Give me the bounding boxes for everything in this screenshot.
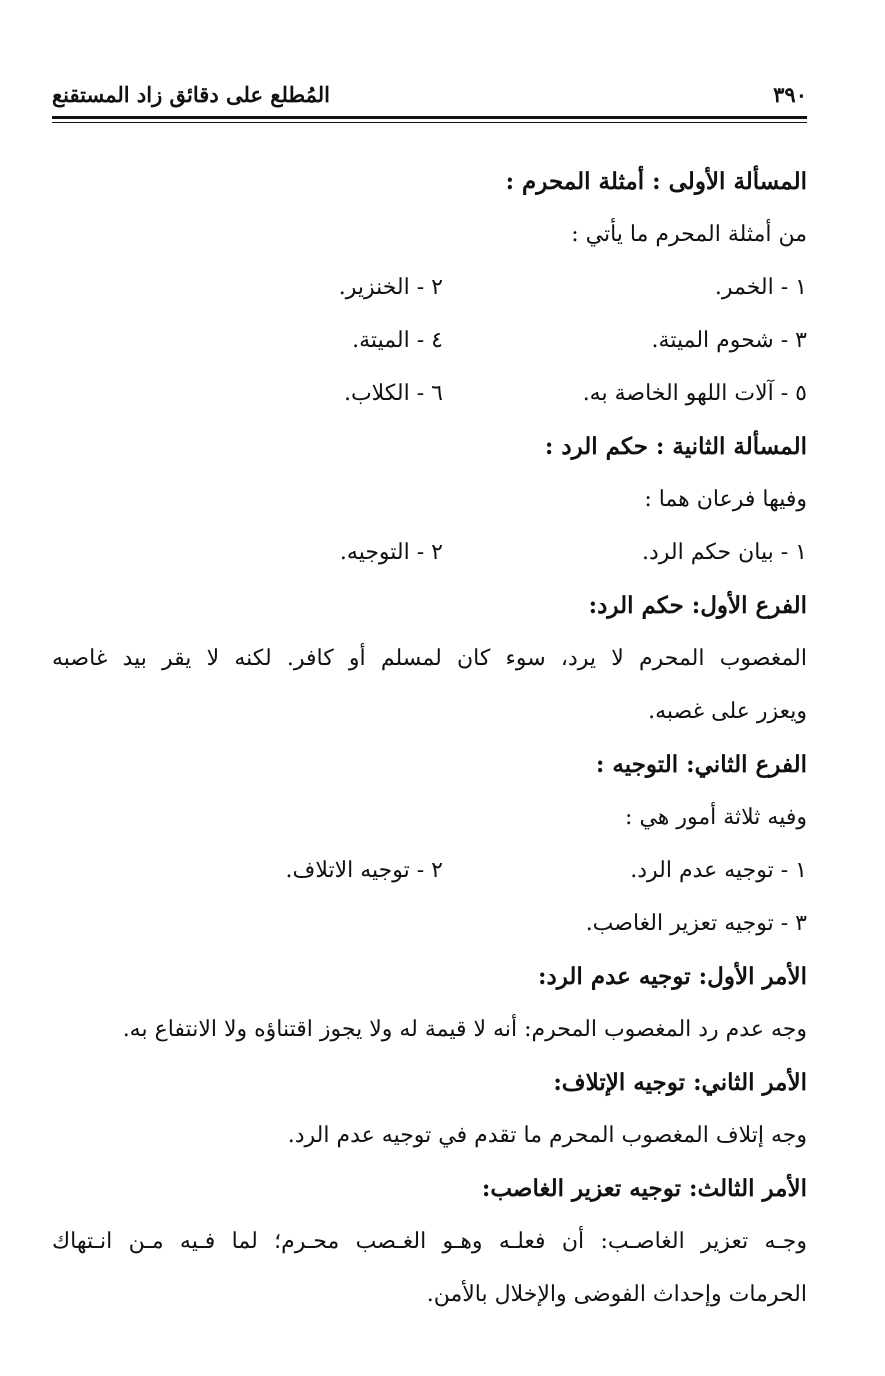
list-row (52, 319, 807, 372)
list-item: ٦ - الكلاب. (343, 381, 443, 406)
paragraph: ويعزر على غصبه. (648, 699, 807, 724)
list-item: ١ - بيان حكم الرد. (642, 540, 807, 565)
book-title: المُطلع على دقائق زاد المستقنع (52, 82, 331, 107)
list-row (52, 531, 807, 584)
list-row (52, 372, 807, 425)
list-item: ٥ - آلات اللهو الخاصة به. (582, 381, 807, 406)
point-heading-1: الأمر الأول: توجيه عدم الرد: (538, 963, 807, 990)
paragraph: وجه إتلاف المغصوب المحرم ما تقدم في توجيه عدم الرد. (287, 1123, 807, 1148)
list-row (52, 902, 807, 955)
list-item: ٣ - توجيه تعزير الغاصب. (585, 911, 807, 936)
paragraph: المغصوب المحرم لا يرد، سوء كان لمسلم أو كافر. لكنه لا يقر بيد غاصبه (52, 646, 807, 671)
list-row (52, 266, 807, 319)
page-number: ٣٩٠ (773, 82, 807, 107)
section-heading-1: المسألة الأولى : أمثلة المحرم : (505, 168, 807, 195)
list-item: ١ - الخمر. (714, 275, 807, 300)
paragraph: وجه عدم رد المغصوب المحرم: أنه لا قيمة له ولا يجوز اقتناؤه ولا الانتفاع به. (122, 1017, 807, 1042)
paragraph: وجـه تعزير الغاصـب: أن فعلـه وهـو الغـصب محـرم؛ لما فـيه مـن انـتهاك (52, 1229, 807, 1254)
subsection-heading-2: الفرع الثاني: التوجيه : (595, 751, 807, 778)
page-body (52, 160, 807, 1326)
subsection-heading-1: الفرع الأول: حكم الرد: (588, 592, 807, 619)
list-row (52, 849, 807, 902)
point-heading-2: الأمر الثاني: توجيه الإتلاف: (553, 1069, 807, 1096)
list-item: ٢ - الخنزير. (338, 275, 443, 300)
list-item: ٢ - توجيه الاتلاف. (285, 858, 443, 883)
paragraph: الحرمات وإحداث الفوضى والإخلال بالأمن. (426, 1282, 807, 1307)
list-item: ٣ - شحوم الميتة. (651, 328, 807, 353)
header-rule-thick (52, 116, 807, 119)
list-item: ٤ - الميتة. (352, 328, 443, 353)
paragraph: من أمثلة المحرم ما يأتي : (571, 222, 807, 247)
point-heading-3: الأمر الثالث: توجيه تعزير الغاصب: (481, 1175, 807, 1202)
paragraph: وفيها فرعان هما : (644, 487, 807, 512)
running-header (52, 78, 807, 118)
list-item: ٢ - التوجيه. (339, 540, 443, 565)
list-item: ١ - توجيه عدم الرد. (630, 858, 807, 883)
header-rule-thin (52, 122, 807, 123)
paragraph: وفيه ثلاثة أمور هي : (625, 805, 807, 830)
section-heading-2: المسألة الثانية : حكم الرد : (544, 433, 807, 460)
